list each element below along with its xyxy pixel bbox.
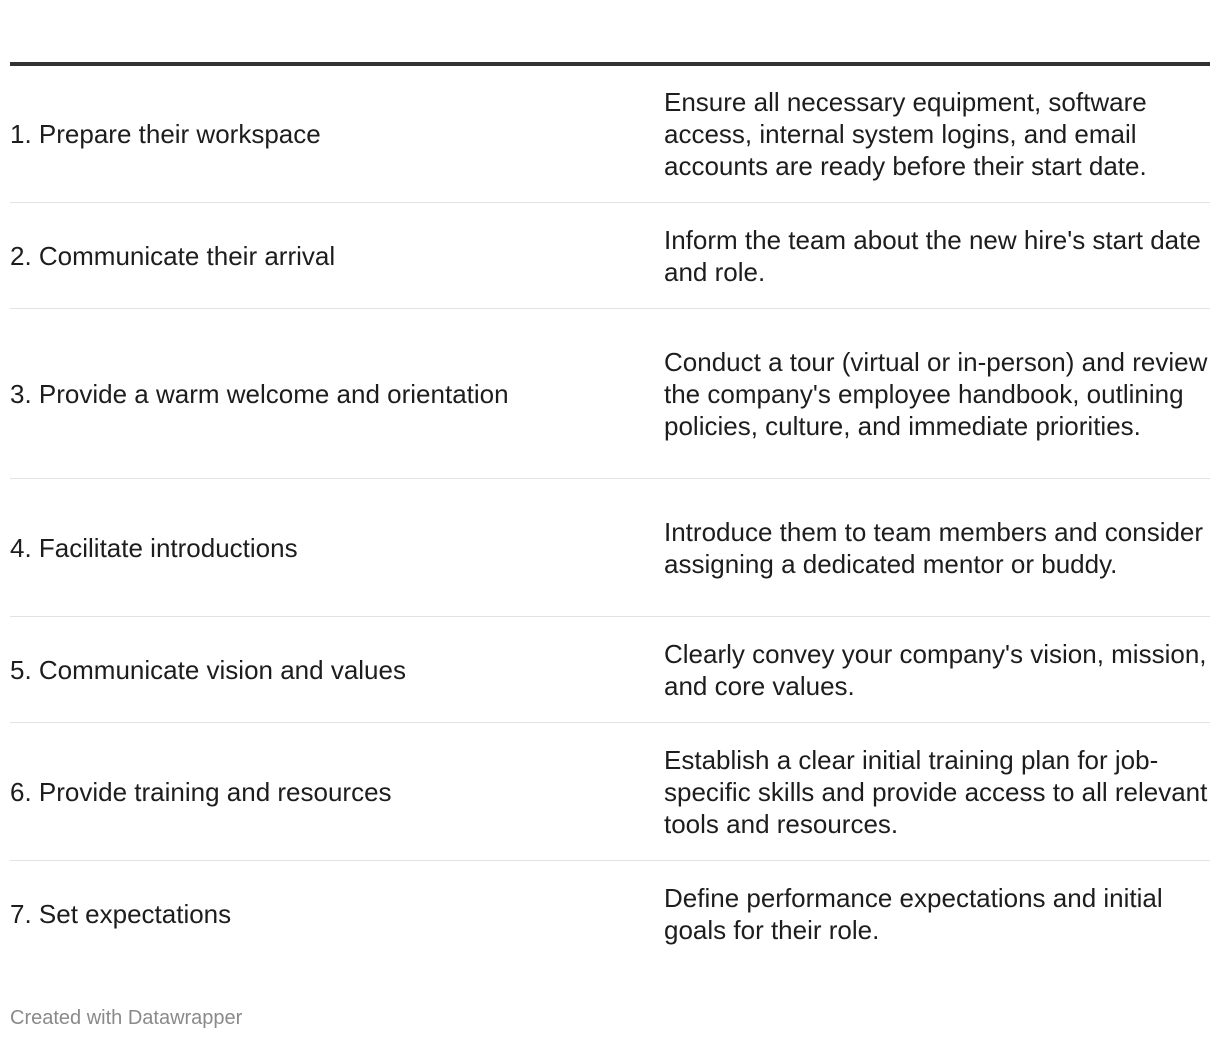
description-cell: Inform the team about the new hire's start date and role. [664,224,1201,287]
step-cell: 2. Communicate their arrival [10,240,336,271]
table-row [10,479,1210,617]
table-row [10,203,1210,309]
datawrapper-credit-link[interactable]: Created with Datawrapper [10,1007,243,1029]
step-cell: 6. Provide training and resources [10,776,392,807]
table-row [10,617,1210,723]
description-cell: Conduct a tour (virtual or in-person) and review the company's employee handbook, outlining policies, culture, and immediate priorities. [664,346,1208,441]
table-row [10,861,1210,967]
description-cell: Establish a clear initial training plan for job-specific skills and provide access to all relevant tools and resources. [664,744,1208,839]
step-cell: 3. Provide a warm welcome and orientation [10,378,509,409]
step-cell: 7. Set expectations [10,899,232,929]
table-row [10,309,1210,479]
description-cell: Ensure all necessary equipment, software access, internal system logins, and email accounts are ready before their start date. [664,87,1147,181]
table-row [10,66,1210,203]
table-row [10,723,1210,861]
description-cell: Introduce them to team members and consider assigning a dedicated mentor or buddy. [664,516,1204,579]
step-cell: 5. Communicate vision and values [10,654,406,685]
step-cell: 4. Facilitate introductions [10,532,298,563]
step-cell: 1. Prepare their workspace [10,119,321,149]
onboarding-steps-table [10,66,1210,967]
description-cell: Clearly convey your company's vision, mission, and core values. [664,638,1207,701]
description-cell: Define performance expectations and initial goals for their role. [664,883,1163,945]
